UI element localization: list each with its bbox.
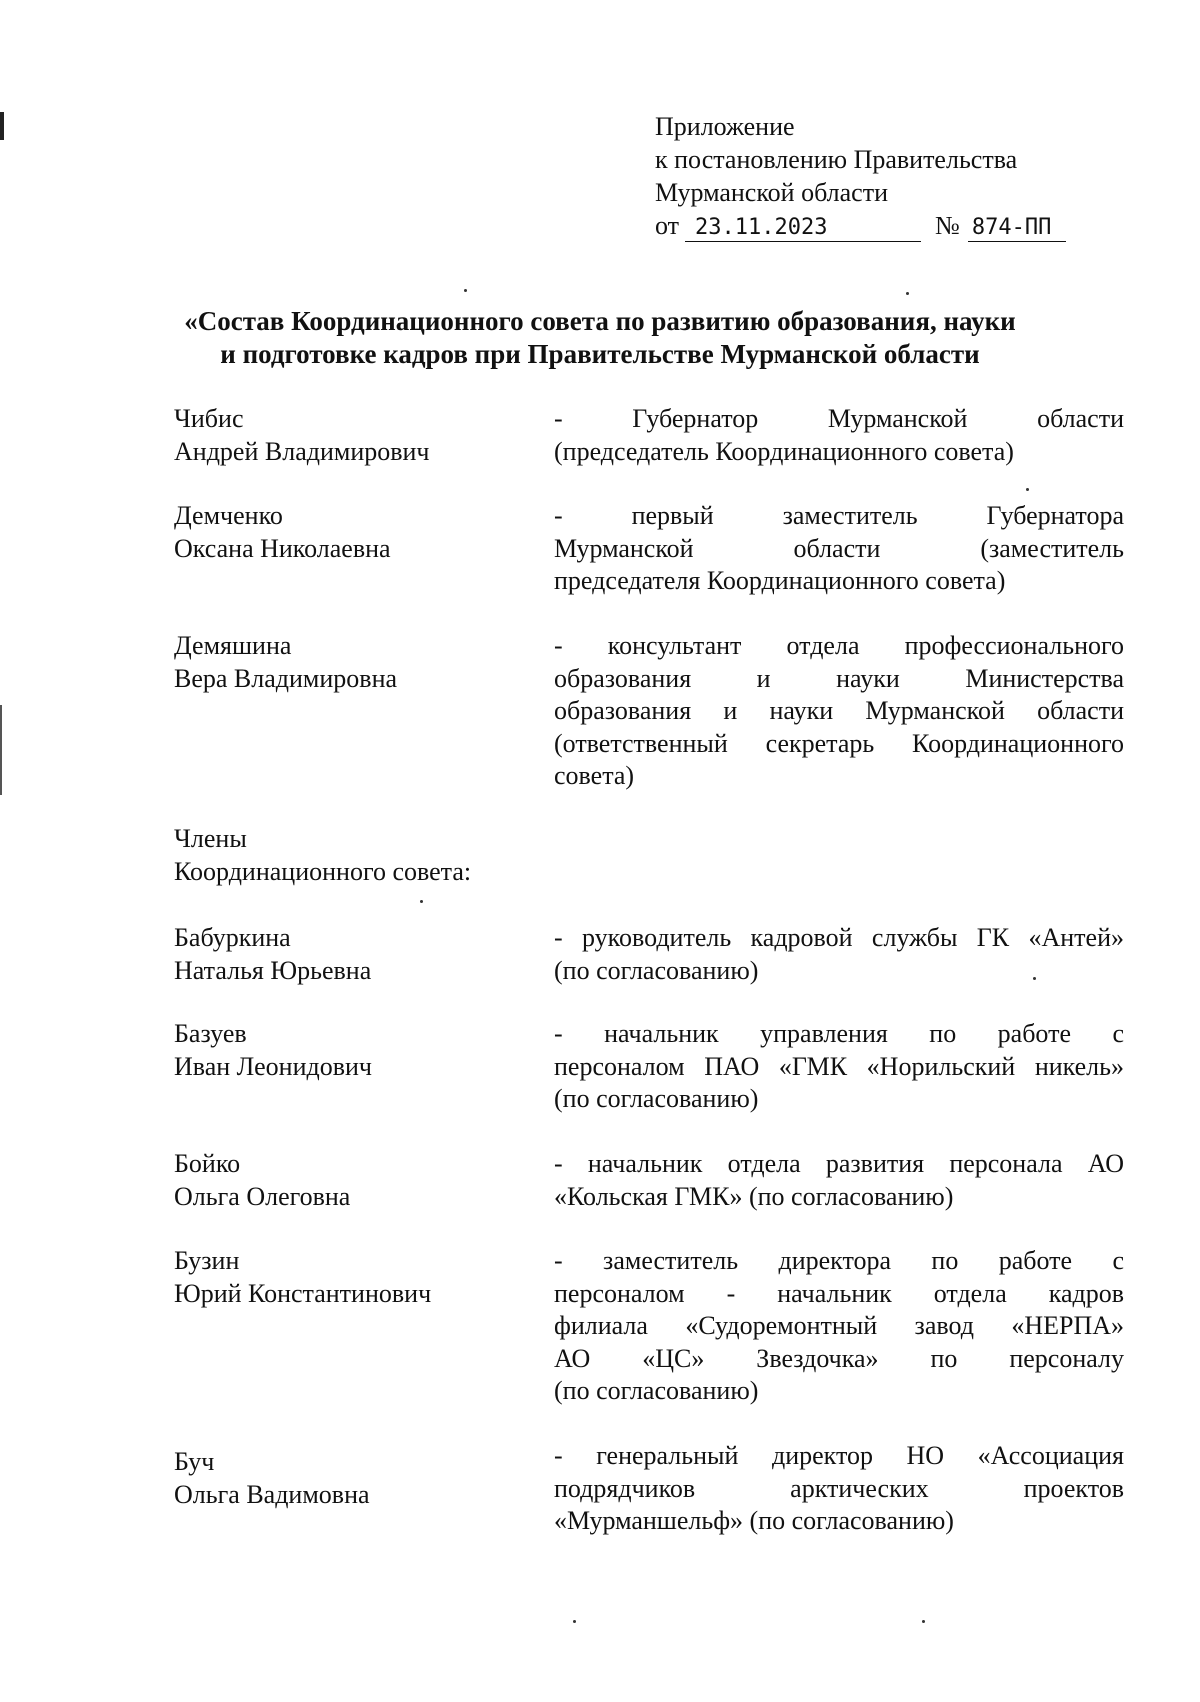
scan-edge-mark-middle [0, 705, 2, 795]
document-title [120, 305, 1080, 371]
role-line: - консультант отдела профессионального [554, 631, 1124, 660]
date-prefix: от [655, 211, 680, 240]
scan-speck [906, 292, 909, 295]
decree-date: 23.11.2023 [685, 215, 921, 242]
scan-speck [573, 1620, 576, 1623]
members-heading-line-1: Члены [174, 824, 247, 853]
scan-speck [420, 900, 423, 903]
role-line: персоналом ПАО «ГМК «Норильский никель» [554, 1051, 1124, 1081]
surname: Бойко [174, 1149, 241, 1178]
role-line: - первый заместитель Губернатора [554, 501, 1124, 530]
role-line: - начальник отдела развития персонала АО [554, 1149, 1124, 1178]
role-line: персоналом - начальник отдела кадров [554, 1278, 1124, 1308]
appendix-dateline [655, 209, 1066, 242]
scan-speck [1033, 977, 1036, 980]
person-role [554, 1018, 1124, 1116]
surname: Демченко [174, 501, 283, 530]
surname: Бабуркина [174, 923, 291, 952]
given-names: Ольга Вадимовна [174, 1479, 370, 1509]
role-line: - руководитель кадровой службы ГК «Антей» [554, 923, 1124, 952]
scan-speck [1026, 488, 1029, 491]
surname: Буч [174, 1447, 215, 1476]
role-line: филиала «Судоремонтный завод «НЕРПА» [554, 1311, 1124, 1340]
surname: Демяшина [174, 631, 292, 660]
role-line: (председатель Координационного совета) [554, 436, 1014, 466]
role-line: «Кольская ГМК» (по согласованию) [554, 1181, 954, 1211]
role-line: «Мурманшельф» (по согласованию) [554, 1506, 954, 1535]
appendix-block [655, 110, 1066, 242]
title-line-2: и подготовке кадров при Правительстве Мурманской области [220, 339, 980, 369]
person-name [174, 1245, 534, 1310]
role-line: совета) [554, 761, 635, 790]
role-line: (по согласованию) [554, 955, 759, 985]
given-names: Ольга Олеговна [174, 1181, 351, 1211]
person-name [174, 500, 534, 565]
person-name [174, 1018, 534, 1083]
number-prefix: № [935, 211, 960, 240]
person-role [554, 922, 1124, 987]
given-names: Андрей Владимирович [174, 436, 430, 466]
members-heading-line-2: Координационного совета: [174, 856, 472, 886]
scan-edge-mark-top [0, 112, 4, 140]
role-line: (по согласованию) [554, 1084, 759, 1113]
person-role [554, 630, 1124, 793]
members-heading [174, 823, 471, 888]
person-role [554, 500, 1124, 598]
role-line: (ответственный секретарь Координационного [554, 728, 1124, 758]
appendix-reference: к постановлению Правительства [655, 145, 1018, 174]
role-line: - заместитель директора по работе с [554, 1246, 1124, 1275]
given-names: Юрий Константинович [174, 1278, 432, 1308]
person-role [554, 403, 1124, 468]
given-names: Вера Владимировна [174, 663, 398, 693]
scan-speck [922, 1620, 925, 1623]
role-line: Мурманской области (заместитель [554, 533, 1124, 563]
role-line: - Губернатор Мурманской области [554, 404, 1124, 433]
appendix-title: Приложение [655, 112, 795, 141]
surname: Бузин [174, 1246, 240, 1275]
title-line-1: «Состав Координационного совета по развитию образования, науки [184, 306, 1016, 336]
role-line: - начальник управления по работе с [554, 1019, 1124, 1048]
person-name [174, 1148, 534, 1213]
role-line: образования и науки Мурманской области [554, 696, 1124, 725]
role-line: подрядчиков арктических проектов [554, 1473, 1124, 1503]
role-line: - генеральный директор НО «Ассоциация [554, 1441, 1124, 1470]
person-role [554, 1148, 1124, 1213]
role-line: АО «ЦС» Звездочка» по персоналу [554, 1343, 1124, 1373]
person-name [174, 922, 534, 987]
role-line: образования и науки Министерства [554, 663, 1124, 693]
person-role [554, 1245, 1124, 1408]
person-name [174, 403, 534, 468]
decree-number: 874-ПП [968, 215, 1066, 242]
given-names: Оксана Николаевна [174, 533, 391, 563]
person-name [174, 630, 534, 695]
surname: Базуев [174, 1019, 247, 1048]
scan-speck [464, 289, 467, 292]
surname: Чибис [174, 404, 244, 433]
person-role [554, 1440, 1124, 1538]
given-names: Наталья Юрьевна [174, 955, 372, 985]
role-line: (по согласованию) [554, 1376, 759, 1405]
appendix-region: Мурманской области [655, 178, 888, 207]
role-line: председателя Координационного совета) [554, 566, 1006, 595]
given-names: Иван Леонидович [174, 1051, 372, 1081]
person-name [174, 1446, 534, 1511]
